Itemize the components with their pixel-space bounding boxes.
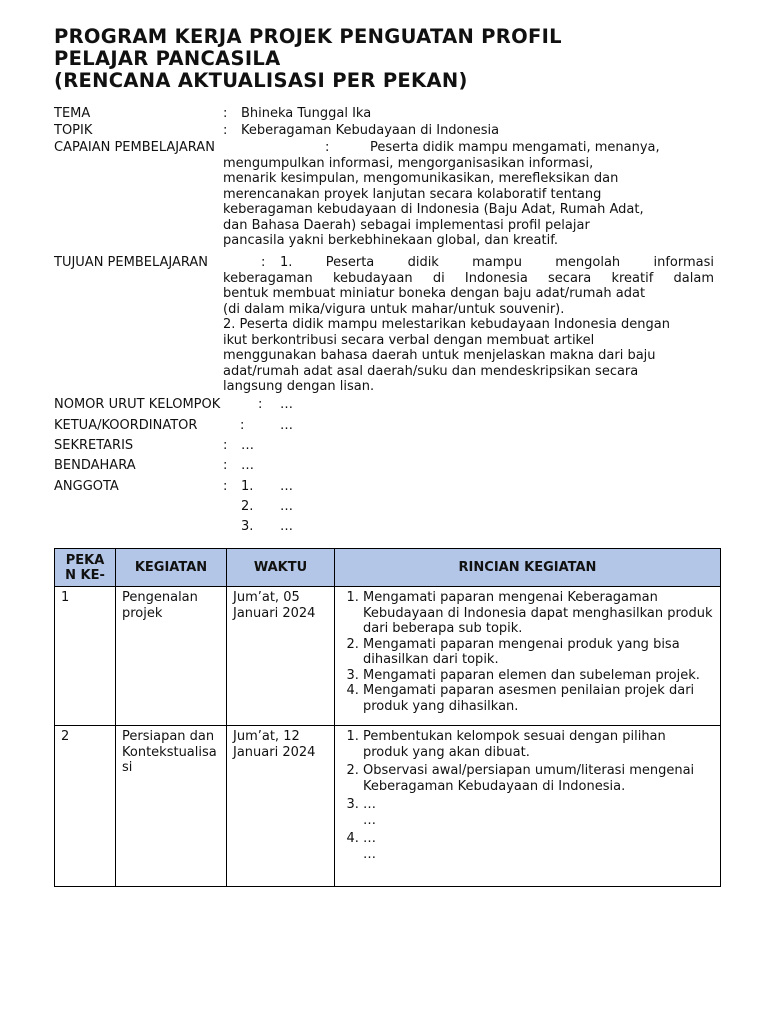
bendahara-value: … <box>241 458 254 473</box>
tujuan-text <box>223 255 743 395</box>
title-line-3: (RENCANA AKTUALISASI PER PEKAN) <box>54 69 468 92</box>
ketua-label: KETUA/KOORDINATOR <box>54 418 198 433</box>
table-row <box>55 587 721 726</box>
tema-label: TEMA <box>54 106 91 121</box>
capaian-line: menarik kesimpulan, mengomunikasikan, merefleksikan dan <box>223 171 619 186</box>
table-header-row <box>55 549 721 587</box>
capaian-colon: : <box>325 140 330 155</box>
tujuan-line: adat/rumah adat asal daerah/suku dan mendeskripsikan secara <box>223 363 639 379</box>
anggota-value: … <box>280 479 293 494</box>
header-pekan: PEKA N KE- <box>55 549 116 587</box>
topik-label: TOPIK <box>54 123 93 138</box>
ketua-colon: : <box>240 418 245 433</box>
capaian-label: CAPAIAN PEMBELAJARAN <box>54 140 215 155</box>
tujuan-line: bentuk membuat miniatur boneka dengan baju adat/rumah adat <box>223 286 646 301</box>
sekretaris-label: SEKRETARIS <box>54 438 134 453</box>
row-waktu: Jum’at, 05 Januari 2024 <box>227 587 335 726</box>
tujuan-line: menggunakan bahasa daerah untuk menjelaskan makna dari baju <box>223 348 656 363</box>
rincian-list <box>341 729 714 862</box>
capaian-line: mengumpulkan informasi, mengorganisasikan informasi, <box>223 155 594 171</box>
tujuan-colon: : <box>261 255 266 270</box>
capaian-line: Peserta didik mampu mengamati, menanya, <box>370 140 660 155</box>
tujuan-line: langsung dengan lisan. <box>223 379 375 394</box>
row-rincian <box>335 587 721 726</box>
sekretaris-colon: : <box>223 438 228 453</box>
anggota-colon: : <box>223 479 228 494</box>
title-line-1: PROGRAM KERJA PROJEK PENGUATAN PROFIL <box>54 25 562 48</box>
rincian-item: 3. Mengamati paparan elemen dan subeleman projek. <box>363 668 714 684</box>
anggota-num: 1. <box>241 479 254 494</box>
tujuan-line: (di dalam mika/vigura untuk mahar/untuk souvenir). <box>223 301 565 317</box>
bendahara-label: BENDAHARA <box>54 458 136 473</box>
nomor-colon: : <box>258 397 263 412</box>
tujuan-line: keberagaman kebudayaan di Indonesia secara kreatif dalam <box>223 270 714 286</box>
tujuan-line: 1. Peserta didik mampu mengolah informasi <box>280 255 714 270</box>
capaian-line: merencanakan proyek lanjutan secara kolaboratif tentang <box>223 186 602 202</box>
anggota-num: 2. <box>241 499 254 514</box>
nomor-label: NOMOR URUT KELOMPOK <box>54 397 221 412</box>
row-rincian <box>335 726 721 887</box>
anggota-value: … <box>280 499 293 514</box>
row-pekan: 1 <box>55 587 116 726</box>
header-kegiatan: KEGIATAN <box>116 549 227 587</box>
rincian-item: 4. … … <box>363 831 383 862</box>
header-waktu: WAKTU <box>227 549 335 587</box>
rincian-item: 4. Mengamati paparan asesmen penilaian projek dari produk yang dihasilkan. <box>363 683 714 714</box>
capaian-line: keberagaman kebudayaan di Indonesia (Baju Adat, Rumah Adat, <box>223 202 644 217</box>
capaian-line: dan Bahasa Daerah) sebagai implementasi profil pelajar <box>223 217 590 233</box>
tema-value: Bhineka Tunggal Ika <box>241 106 372 121</box>
rincian-item: 1. Mengamati paparan mengenai Keberagaman Kebudayaan di Indonesia dapat menghasilkan produk dari beberapa sub topik. <box>363 590 714 637</box>
anggota-num: 3. <box>241 519 254 534</box>
bendahara-colon: : <box>223 458 228 473</box>
anggota-value: … <box>280 519 293 534</box>
header-rincian: RINCIAN KEGIATAN <box>335 549 721 587</box>
capaian-line: pancasila yakni berkebhinekaan global, dan kreatif. <box>223 233 558 248</box>
document-title <box>54 26 734 92</box>
row-pekan: 2 <box>55 726 116 887</box>
rincian-item: 2. Observasi awal/persiapan umum/literasi mengenai Keberagaman Kebudayaan di Indonesia. <box>363 763 714 794</box>
rincian-item: 1. Pembentukan kelompok sesuai dengan pilihan produk yang akan dibuat. <box>363 729 714 760</box>
table-row <box>55 726 721 887</box>
tujuan-line: ikut berkontribusi secara verbal dengan membuat artikel <box>223 332 595 348</box>
rincian-item: 2. Mengamati paparan mengenai produk yang bisa dihasilkan dari topik. <box>363 637 714 668</box>
tema-colon: : <box>223 106 228 121</box>
ketua-value: … <box>280 418 293 433</box>
row-kegiatan: Persiapan dan Kontekstualisasi <box>116 726 227 887</box>
topik-value: Keberagaman Kebudayaan di Indonesia <box>241 123 500 138</box>
sekretaris-value: … <box>241 438 254 453</box>
row-waktu: Jum’at, 12 Januari 2024 <box>227 726 335 887</box>
anggota-label: ANGGOTA <box>54 479 119 494</box>
topik-colon: : <box>223 123 228 138</box>
title-line-2: PELAJAR PANCASILA <box>54 47 281 70</box>
tujuan-label: TUJUAN PEMBELAJARAN <box>54 255 209 270</box>
rincian-item: 3. … … <box>363 797 383 828</box>
capaian-text <box>223 140 743 249</box>
row-kegiatan: Pengenalan projek <box>116 587 227 726</box>
kegiatan-table <box>54 548 721 887</box>
tujuan-line: 2. Peserta didik mampu melestarikan kebudayaan Indonesia dengan <box>223 317 670 332</box>
nomor-value: … <box>280 397 293 412</box>
rincian-list <box>341 590 714 714</box>
